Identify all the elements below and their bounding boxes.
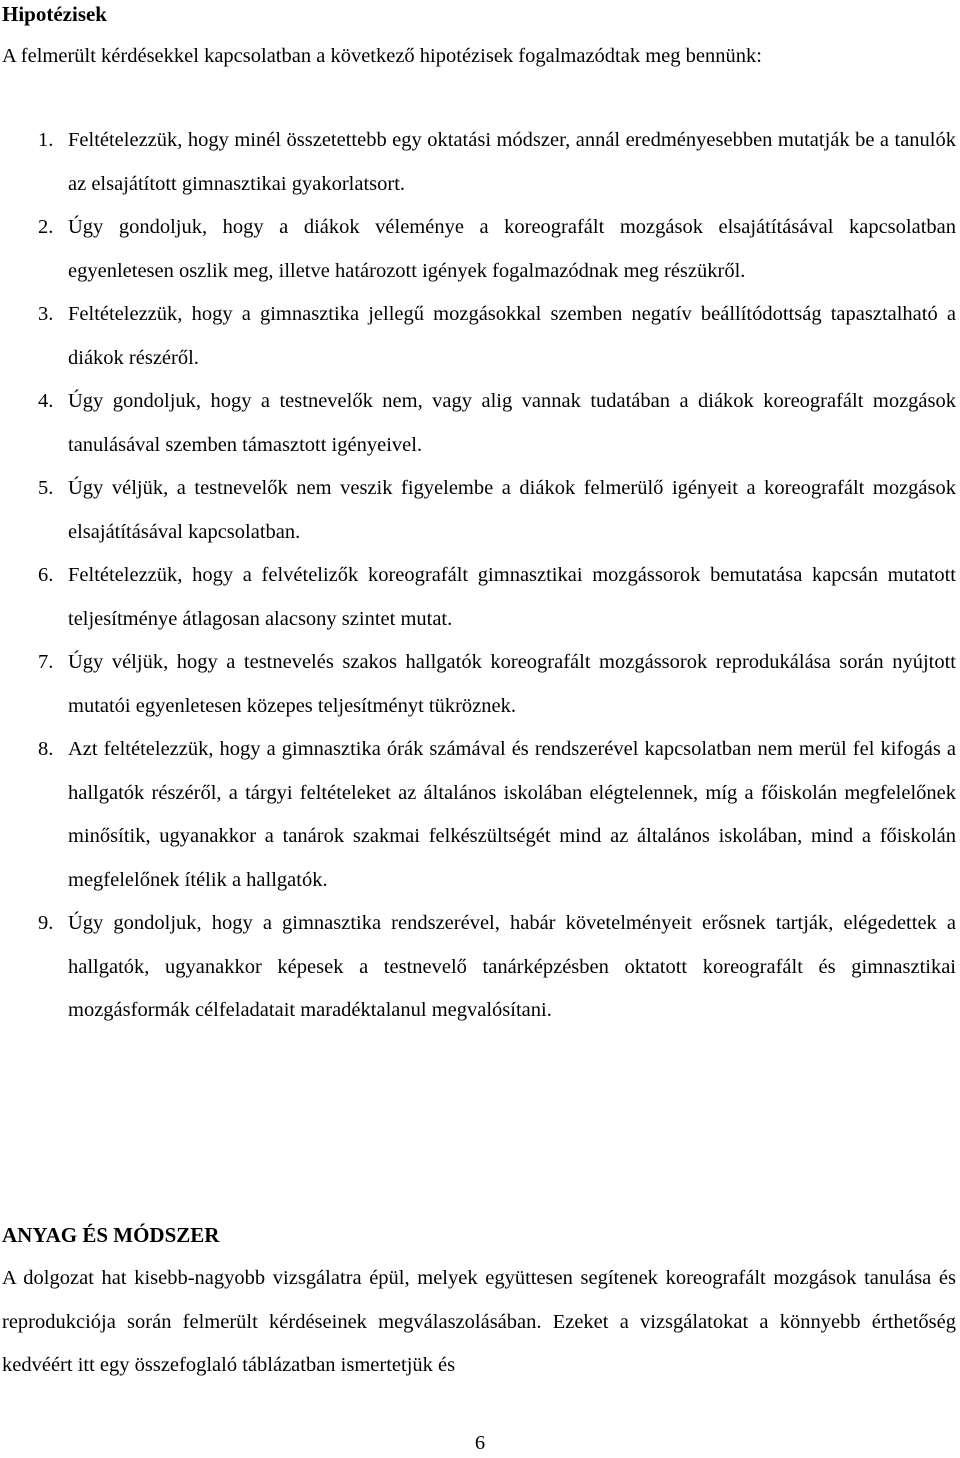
hypothesis-item-6: [0, 554, 956, 641]
hypothesis-number: 1.: [38, 129, 54, 151]
hypothesis-text: Úgy gondoljuk, hogy a testnevelők nem, vagy alig vannak tudatában a diákok koreografált mozgások tanulásával szemben támasztott igényeivel.: [68, 390, 956, 456]
hypothesis-number: 5.: [38, 477, 54, 499]
hypothesis-list: [0, 119, 956, 1033]
method-paragraph: A dolgozat hat kisebb-nagyobb vizsgálatra épül, melyek együttesen segítenek koreografált mozgások tanulása és reprodukciója során felmerült kérdéseinek megválaszolásában. Ezeket a vizsgálatokat a könnyebb érthetőség kedvéért itt egy összefoglaló táblázatban ismertetjük és: [2, 1267, 956, 1376]
hypothesis-item-7: [0, 641, 956, 728]
page-number: 6: [474, 1432, 486, 1454]
hypothesis-item-9: [0, 902, 956, 1033]
hypothesis-number: 4.: [38, 390, 54, 412]
section-title-anyag-es-modszer: ANYAG ÉS MÓDSZER: [2, 1223, 220, 1247]
hypothesis-text: Úgy véljük, a testnevelők nem veszik figyelembe a diákok felmerülő igényeit a koreografált mozgások elsajátításával kapcsolatban.: [68, 477, 956, 543]
hypothesis-item-2: [0, 206, 956, 293]
intro-paragraph: A felmerült kérdésekkel kapcsolatban a következő hipotézisek fogalmazódtak meg bennünk:: [2, 45, 762, 67]
hypothesis-item-3: [0, 293, 956, 380]
hypothesis-item-1: [0, 119, 956, 206]
hypothesis-text: Azt feltételezzük, hogy a gimnasztika órák számával és rendszerével kapcsolatban nem merül fel kifogás a hallgatók részéről, a tárgyi feltételeket az általános iskolában elégtelennek, míg a főiskolán megfelelőnek minősítik, ugyanakkor a tanárok szakmai felkészültségét mind az általános iskolában, mind a főiskolán megfelelőnek ítélik a hallgatók.: [68, 738, 956, 891]
hypothesis-text: Úgy véljük, hogy a testnevelés szakos hallgatók koreografált mozgássorok reprodukálása során nyújtott mutatói egyenletesen közepes teljesítményt tükröznek.: [68, 651, 956, 717]
hypothesis-number: 6.: [38, 564, 54, 586]
section-title-hipotezisek: Hipotézisek: [2, 2, 107, 26]
hypothesis-text: Úgy gondoljuk, hogy a diákok véleménye a koreografált mozgások elsajátításával kapcsolatban egyenletesen oszlik meg, illetve határozott igények fogalmazódnak meg részükről.: [68, 216, 956, 282]
hypothesis-item-8: [0, 728, 956, 902]
hypothesis-item-4: [0, 380, 956, 467]
hypothesis-number: 8.: [38, 738, 54, 760]
hypothesis-text: Feltételezzük, hogy a felvételizők koreografált gimnasztikai mozgássorok bemutatása kapcsán mutatott teljesítménye átlagosan alacsony szintet mutat.: [68, 564, 956, 630]
hypothesis-number: 9.: [38, 912, 54, 934]
hypothesis-item-5: [0, 467, 956, 554]
hypothesis-text: Úgy gondoljuk, hogy a gimnasztika rendszerével, habár követelményeit erősnek tartják, elégedettek a hallgatók, ugyanakkor képesek a testnevelő tanárképzésben oktatott koreografált és gimnasztikai mozgásformák célfeladatait maradéktalanul megvalósítani.: [68, 912, 956, 1021]
hypothesis-text: Feltételezzük, hogy minél összetettebb egy oktatási módszer, annál eredményesebben mutatják be a tanulók az elsajátított gimnasztikai gyakorlatsort.: [68, 129, 956, 195]
hypothesis-number: 7.: [38, 651, 54, 673]
hypothesis-number: 2.: [38, 216, 54, 238]
hypothesis-number: 3.: [38, 303, 54, 325]
hypothesis-text: Feltételezzük, hogy a gimnasztika jellegű mozgásokkal szemben negatív beállítódottság tapasztalható a diákok részéről.: [68, 303, 956, 369]
